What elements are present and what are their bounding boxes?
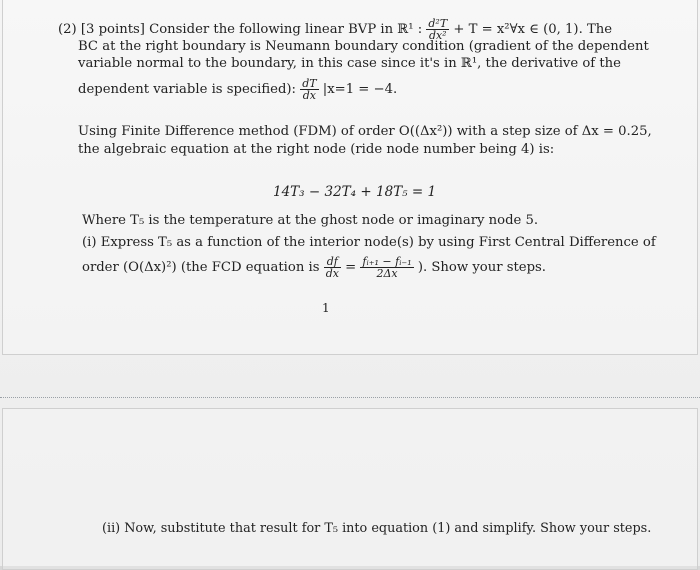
problem-points: [3 points] xyxy=(80,22,145,37)
frac-num: fᵢ₊₁ − fᵢ₋₁ xyxy=(362,255,412,268)
frac-den: dx² xyxy=(428,29,447,42)
frac-den: 2Δx xyxy=(376,267,398,280)
frac-num: dT xyxy=(302,77,317,90)
part-i-tail: ). Show your steps. xyxy=(417,260,546,275)
fdm-line-2: the algebraic equation at the right node (ride node number being 4) is: xyxy=(78,142,555,157)
bc-value: |x=1 = −4. xyxy=(322,82,398,97)
second-derivative-fraction xyxy=(426,18,449,41)
page-number: 1 xyxy=(322,301,330,315)
problem-line-1 xyxy=(58,18,612,41)
answer-card xyxy=(2,408,698,570)
problem-line-4 xyxy=(78,78,397,101)
frac-den: dx xyxy=(302,89,317,102)
section-divider xyxy=(0,397,700,398)
frac-num: df xyxy=(324,256,341,268)
frac-num: d²T xyxy=(428,17,448,30)
df-dx-fraction xyxy=(324,256,341,279)
part-i-line-2 xyxy=(82,256,546,279)
part-i-line-1: (i) Express T₅ as a function of the interior node(s) by using First Central Difference of xyxy=(82,235,656,250)
frac-den: dx xyxy=(325,267,339,280)
problem-intro: Consider the following linear BVP in ℝ¹ : xyxy=(149,22,423,37)
part-i-text: order (O(Δx)²) (the FCD equation is xyxy=(82,260,320,275)
problem-equation-tail: + T = x²∀x ∈ (0, 1). The xyxy=(453,22,613,37)
first-derivative-fraction xyxy=(300,78,318,101)
problem-number: (2) xyxy=(58,22,77,37)
part-ii-line: (ii) Now, substitute that result for T₅ into equation (1) and simplify. Show your steps. xyxy=(102,521,652,536)
problem-line-3: variable normal to the boundary, in this case since it's in ℝ¹, the derivative of the xyxy=(78,56,621,71)
fdm-line-1: Using Finite Difference method (FDM) of order O((Δx²)) with a step size of Δx = 0.25, xyxy=(78,124,652,139)
problem-line-2: BC at the right boundary is Neumann boundary condition (gradient of the dependent xyxy=(78,39,649,54)
bc-label: dependent variable is specified): xyxy=(78,82,296,97)
ghost-node-line: Where T₅ is the temperature at the ghost node or imaginary node 5. xyxy=(82,213,539,228)
fcd-fraction xyxy=(360,256,413,279)
fcd-equals: = xyxy=(345,260,357,275)
algebraic-equation: 14T₃ − 32T₄ + 18T₅ = 1 xyxy=(273,184,437,200)
